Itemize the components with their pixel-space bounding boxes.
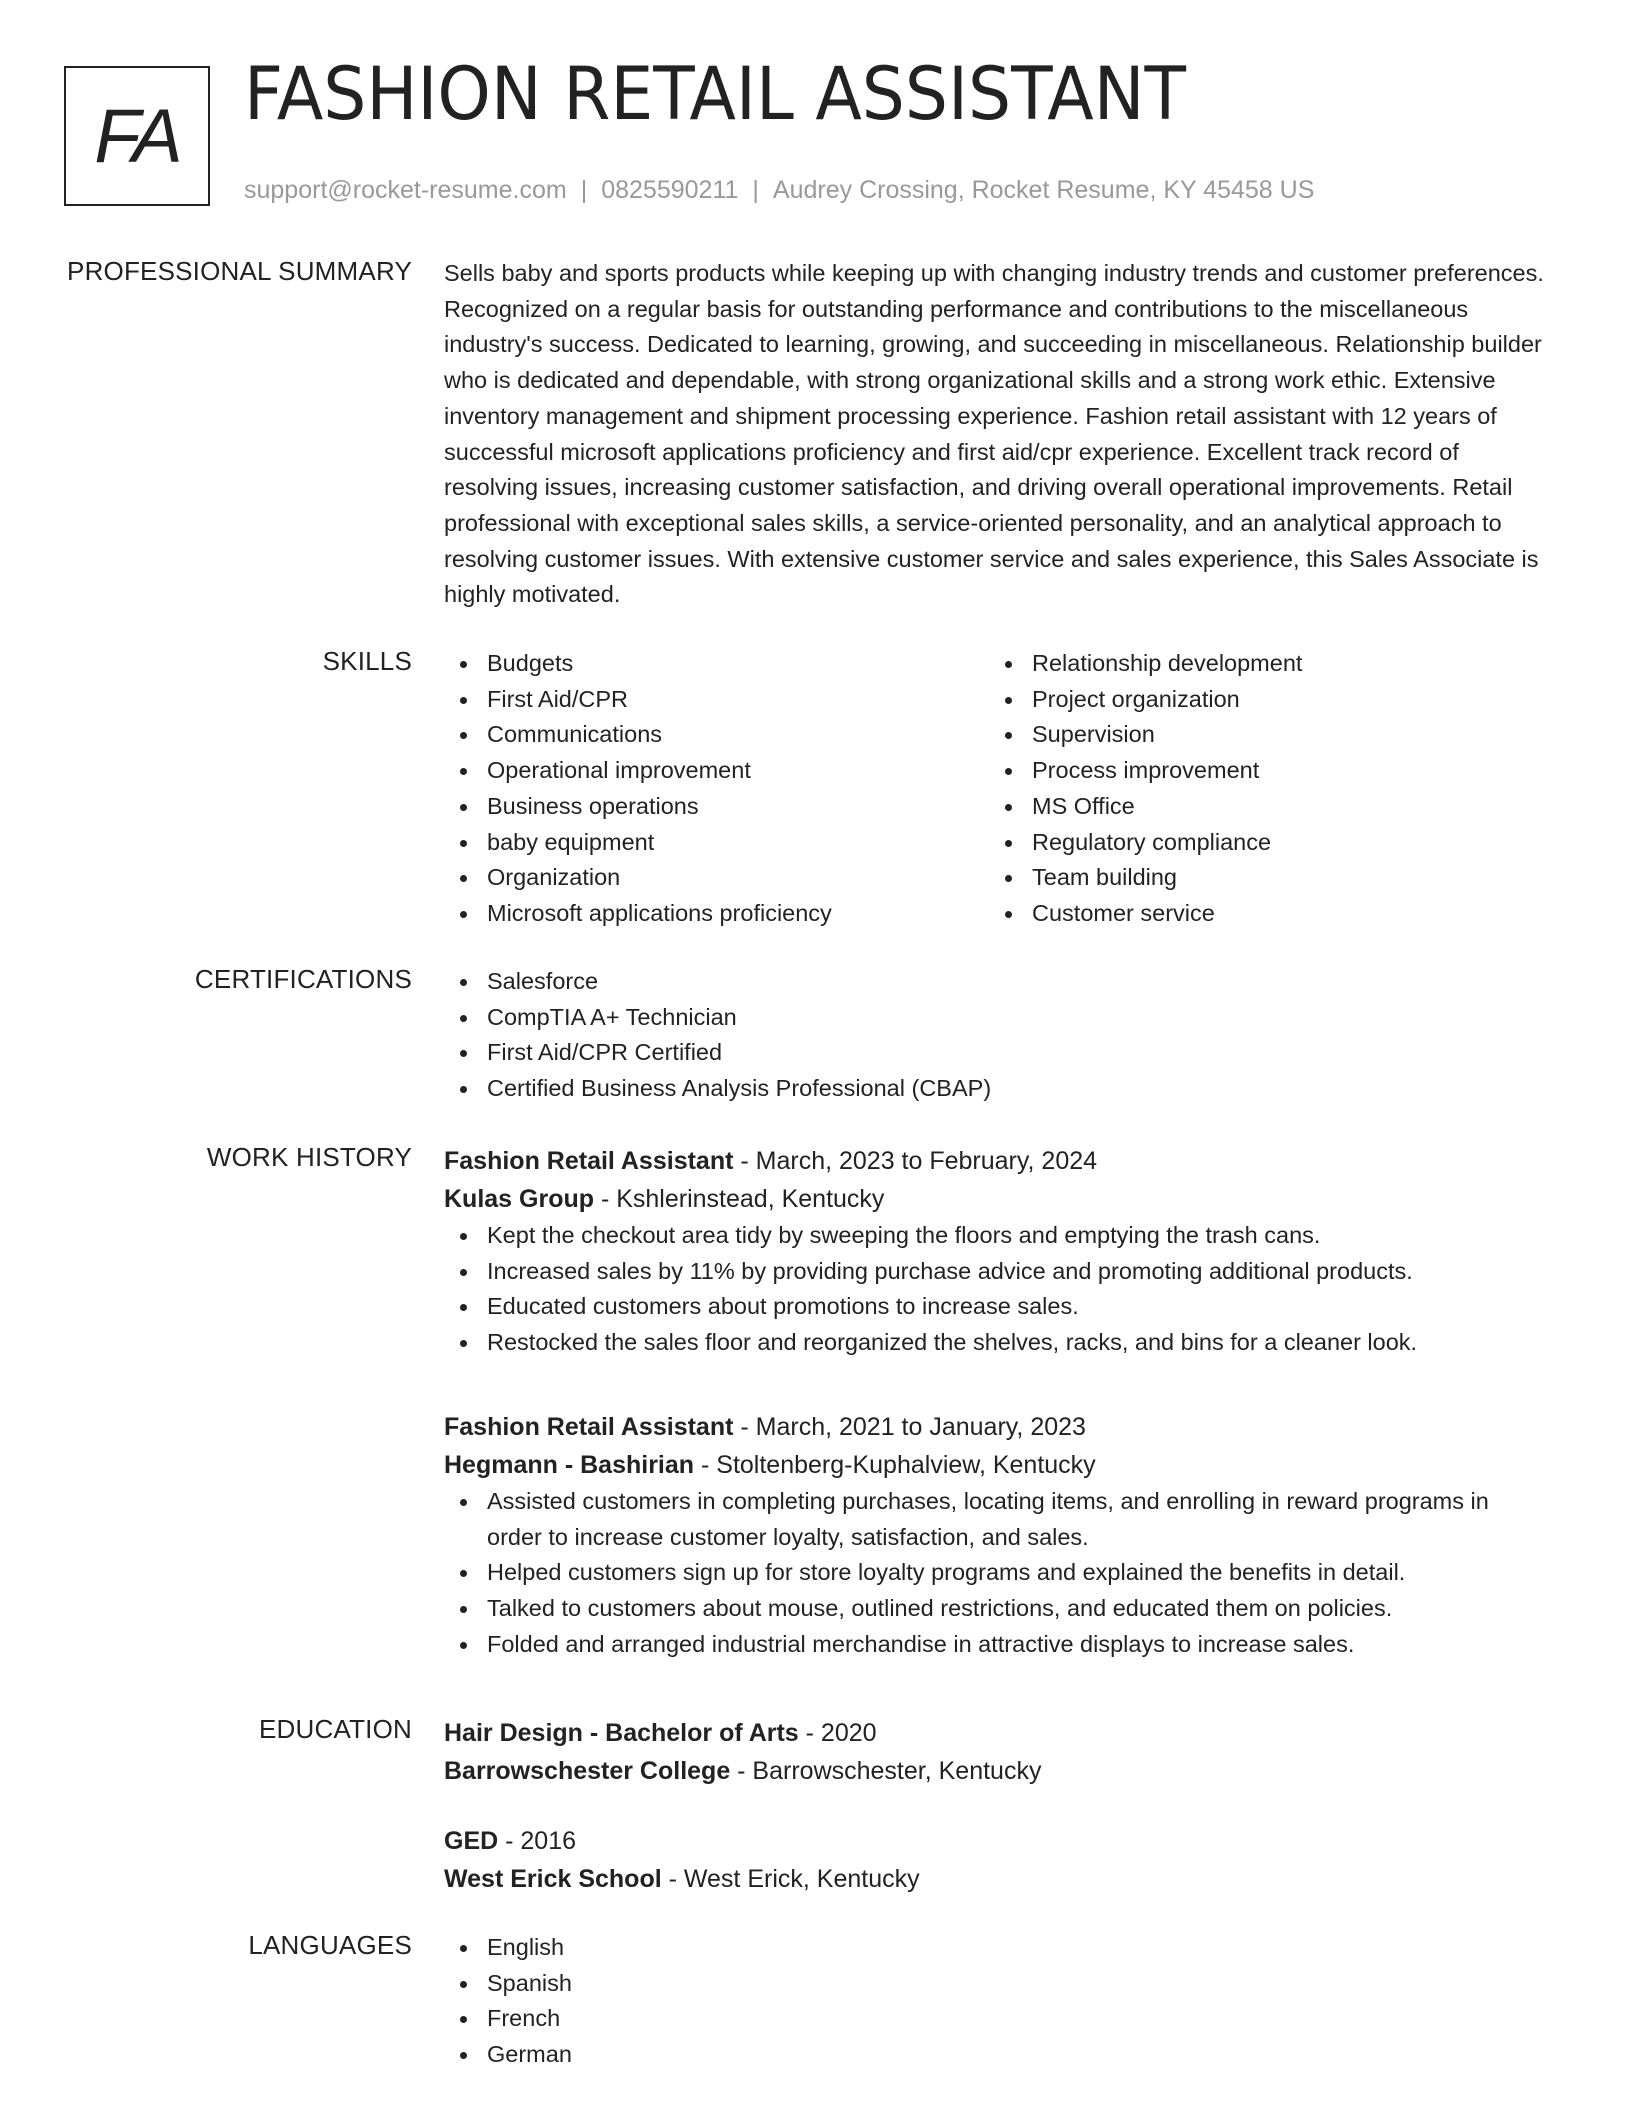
certification-item: Salesforce bbox=[444, 964, 1546, 1000]
language-item: German bbox=[444, 2037, 1546, 2073]
job-bullet: Folded and arranged industrial merchandise in attractive displays to increase sales. bbox=[444, 1627, 1546, 1663]
contact-separator: | bbox=[580, 176, 588, 204]
contact-email: support@rocket-resume.com bbox=[244, 176, 567, 204]
skill-item: Regulatory compliance bbox=[989, 825, 1534, 861]
education-entry bbox=[444, 1822, 920, 1898]
job-bullet: Restocked the sales floor and reorganized the shelves, racks, and bins for a cleaner look. bbox=[444, 1325, 1546, 1361]
skill-item: Process improvement bbox=[989, 753, 1534, 789]
education-school: Barrowschester College bbox=[444, 1757, 731, 1785]
skills-list-left bbox=[444, 646, 989, 932]
job-entry bbox=[444, 1142, 1546, 1361]
job-bullet: Increased sales by 11% by providing purchase advice and promoting additional products. bbox=[444, 1254, 1546, 1290]
skill-item: Relationship development bbox=[989, 646, 1534, 682]
job-company: Hegmann - Bashirian bbox=[444, 1451, 695, 1479]
education-degree-line bbox=[444, 1822, 920, 1860]
education-year: - 2020 bbox=[798, 1719, 877, 1747]
education-location: - Barrowschester, Kentucky bbox=[730, 1757, 1042, 1785]
language-item: French bbox=[444, 2001, 1546, 2037]
skill-item: baby equipment bbox=[444, 825, 989, 861]
education-school: West Erick School bbox=[444, 1865, 662, 1893]
job-title: Fashion Retail Assistant bbox=[444, 1147, 734, 1175]
job-bullet: Kept the checkout area tidy by sweeping the floors and emptying the trash cans. bbox=[444, 1218, 1546, 1254]
summary-text: Sells baby and sports products while keeping up with changing industry trends and customer preferences. Recognized on a regular basis for outstanding performance and contributions to the miscellaneous industry's success. Dedicated to learning, growing, and succeeding in miscellaneous. Relationship builder who is dedicated and dependable, with strong organizational skills and a strong work ethic. Extensive inventory management and shipment processing experience. Fashion retail assistant with 12 years of successful microsoft applications proficiency and first aid/cpr experience. Excellent track record of resolving issues, increasing customer satisfaction, and driving overall operational improvements. Retail professional with exceptional sales skills, a service-oriented personality, and an analytical approach to resolving customer issues. With extensive customer service and sales experience, this Sales Associate is highly motivated. bbox=[444, 260, 1544, 608]
skill-item: MS Office bbox=[989, 789, 1534, 825]
job-title-line bbox=[444, 1408, 1546, 1446]
certification-item: First Aid/CPR Certified bbox=[444, 1035, 1546, 1071]
certifications-list bbox=[444, 964, 1546, 1107]
job-company-line bbox=[444, 1180, 1546, 1218]
job-company: Kulas Group bbox=[444, 1185, 595, 1213]
skill-item: First Aid/CPR bbox=[444, 682, 989, 718]
skills-list-right bbox=[989, 646, 1534, 932]
job-bullet: Talked to customers about mouse, outlined restrictions, and educated them on policies. bbox=[444, 1591, 1546, 1627]
job-entry bbox=[444, 1408, 1546, 1663]
certification-item: Certified Business Analysis Professional (CBAP) bbox=[444, 1071, 1546, 1107]
skill-item: Project organization bbox=[989, 682, 1534, 718]
job-bullet: Assisted customers in completing purchases, locating items, and enrolling in reward programs in order to increase customer loyalty, satisfaction, and sales. bbox=[444, 1484, 1546, 1555]
contact-separator: | bbox=[752, 176, 759, 204]
skill-item: Organization bbox=[444, 860, 989, 896]
education-location: - West Erick, Kentucky bbox=[661, 1865, 920, 1893]
education-year: - 2016 bbox=[498, 1827, 577, 1855]
skill-item: Communications bbox=[444, 717, 989, 753]
job-bullet: Educated customers about promotions to increase sales. bbox=[444, 1289, 1546, 1325]
languages-list bbox=[444, 1930, 1546, 2073]
section-label-skills: SKILLS bbox=[322, 646, 412, 676]
job-dates: - March, 2023 to February, 2024 bbox=[733, 1147, 1098, 1175]
section-label-languages: LANGUAGES bbox=[248, 1930, 412, 1960]
job-title-line bbox=[444, 1142, 1546, 1180]
skill-item: Microsoft applications proficiency bbox=[444, 896, 989, 932]
education-school-line bbox=[444, 1860, 920, 1898]
resume-title: FASHION RETAIL ASSISTANT bbox=[244, 52, 1187, 137]
education-school-line bbox=[444, 1752, 1546, 1790]
section-label-education: EDUCATION bbox=[259, 1714, 412, 1744]
job-title: Fashion Retail Assistant bbox=[444, 1413, 734, 1441]
job-bullets bbox=[444, 1218, 1546, 1361]
certification-item: CompTIA A+ Technician bbox=[444, 1000, 1546, 1036]
language-item: English bbox=[444, 1930, 1546, 1966]
contact-address: Audrey Crossing, Rocket Resume, KY 45458 US bbox=[772, 176, 1315, 204]
job-company-line bbox=[444, 1446, 1546, 1484]
job-bullets bbox=[444, 1484, 1546, 1663]
education-degree-line bbox=[444, 1714, 1546, 1752]
job-location: - Kshlerinstead, Kentucky bbox=[594, 1185, 885, 1213]
skill-item: Team building bbox=[989, 860, 1534, 896]
education-degree: Hair Design - Bachelor of Arts bbox=[444, 1719, 799, 1747]
monogram-initials: FA bbox=[94, 93, 180, 179]
education-entry bbox=[444, 1714, 1546, 1790]
contact-line bbox=[244, 176, 1314, 205]
skill-item: Operational improvement bbox=[444, 753, 989, 789]
section-label-summary: PROFESSIONAL SUMMARY bbox=[67, 256, 412, 286]
section-label-certifications: CERTIFICATIONS bbox=[194, 964, 412, 994]
skill-item: Business operations bbox=[444, 789, 989, 825]
skill-item: Supervision bbox=[989, 717, 1534, 753]
job-location: - Stoltenberg-Kuphalview, Kentucky bbox=[694, 1451, 1096, 1479]
monogram-box bbox=[64, 66, 210, 206]
job-dates: - March, 2021 to January, 2023 bbox=[733, 1413, 1086, 1441]
contact-phone: 0825590211 bbox=[601, 176, 739, 204]
job-bullet: Helped customers sign up for store loyalty programs and explained the benefits in detail. bbox=[444, 1555, 1546, 1591]
skill-item: Budgets bbox=[444, 646, 989, 682]
education-degree: GED bbox=[444, 1827, 499, 1855]
section-label-work-history: WORK HISTORY bbox=[206, 1142, 412, 1172]
language-item: Spanish bbox=[444, 1966, 1546, 2002]
skill-item: Customer service bbox=[989, 896, 1534, 932]
